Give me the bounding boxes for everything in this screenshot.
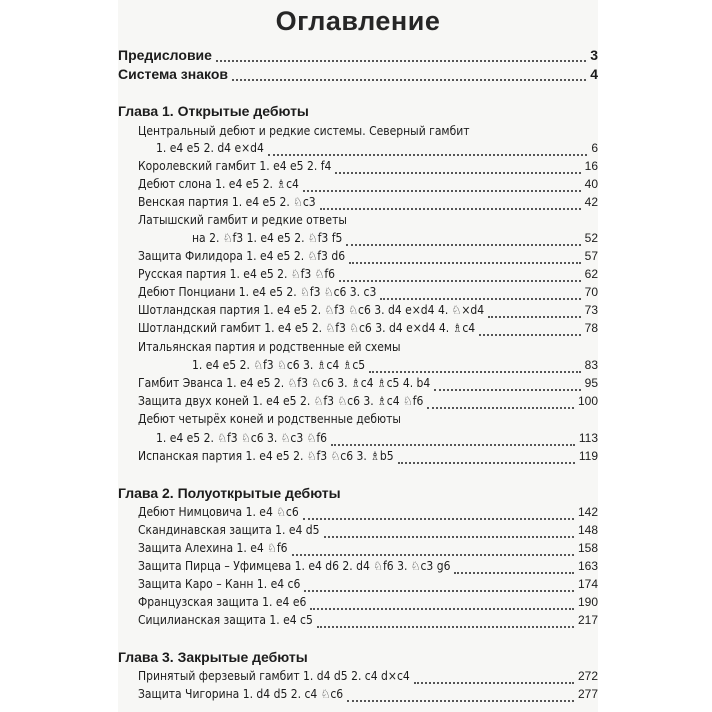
toc-page-number: 95 <box>584 376 598 390</box>
toc-label: Итальянская партия и родственные ей схемы <box>138 340 401 354</box>
dot-leader <box>303 517 574 520</box>
toc-row-preface[interactable] <box>118 47 598 67</box>
dot-leader <box>292 553 574 556</box>
chapter-title: Глава 3. Закрытые дебюты <box>118 649 308 665</box>
toc-label: Французская защита 1. e4 e6 <box>138 595 307 609</box>
dot-leader <box>310 607 574 610</box>
toc-row[interactable] <box>192 358 598 378</box>
toc-row[interactable] <box>138 394 598 414</box>
page-title: Оглавление <box>275 6 441 36</box>
toc-page-number: 42 <box>584 195 598 209</box>
toc-row[interactable] <box>156 431 598 451</box>
dot-leader <box>380 297 580 300</box>
toc-label: Скандинавская защита 1. e4 d5 <box>138 523 320 537</box>
dot-leader <box>268 153 587 156</box>
toc-label: Система знаков <box>118 66 228 82</box>
toc-label: Дебют Нимцовича 1. e4 ♘c6 <box>138 505 299 519</box>
toc-label: Защита Чигорина 1. d4 d5 2. c4 ♘c6 <box>138 687 344 701</box>
toc-label: Защита Алехина 1. e4 ♘f6 <box>138 541 288 555</box>
toc-label: Дебют четырёх коней и родственные дебюты <box>138 412 401 426</box>
dot-leader <box>488 315 581 318</box>
toc-row[interactable] <box>138 595 598 615</box>
toc-page-number: 6 <box>591 141 598 155</box>
dot-leader <box>398 461 575 464</box>
toc-label: Принятый ферзевый гамбит 1. d4 d5 2. c4 d×c4 <box>138 669 410 683</box>
toc-row[interactable] <box>138 559 598 579</box>
dot-leader <box>347 699 574 702</box>
toc-row[interactable] <box>156 141 598 161</box>
toc-label: Русская партия 1. e4 e5 2. ♘f3 ♘f6 <box>138 267 336 281</box>
toc-row[interactable] <box>138 687 598 707</box>
toc-page-number: 40 <box>584 177 598 191</box>
dot-leader <box>349 261 581 264</box>
dot-leader <box>232 78 586 81</box>
toc-page-number: 62 <box>584 267 598 281</box>
dot-leader <box>320 207 581 210</box>
toc-page-number: 73 <box>584 303 598 317</box>
dot-leader <box>427 406 574 409</box>
toc-page-number: 100 <box>577 394 598 408</box>
toc-label: Венская партия 1. e4 e5 2. ♘c3 <box>138 195 316 209</box>
toc-row[interactable] <box>192 231 598 251</box>
toc-row[interactable] <box>138 285 598 305</box>
toc-label: Центральный дебют и редкие системы. Северный гамбит <box>138 124 470 138</box>
toc-page-number: 113 <box>578 431 598 445</box>
chapter-title: Глава 1. Открытые дебюты <box>118 103 309 119</box>
toc-row-notation[interactable] <box>118 66 598 86</box>
chapter-title: Глава 2. Полуоткрытые дебюты <box>118 485 341 501</box>
toc-row[interactable] <box>138 505 598 525</box>
toc-label: Защита Филидора 1. e4 e5 2. ♘f3 d6 <box>138 249 346 263</box>
toc-row[interactable] <box>138 541 598 561</box>
toc-label: Защита Пирца – Уфимцева 1. e4 d6 2. d4 ♘f6 3. ♘c3 g6 <box>138 559 451 573</box>
dot-leader <box>414 681 574 684</box>
toc-row[interactable] <box>138 669 598 689</box>
toc-page-number: 57 <box>584 249 598 263</box>
toc-row[interactable] <box>138 613 598 633</box>
toc-page-number: 70 <box>584 285 598 299</box>
toc-page-number: 158 <box>577 541 598 555</box>
toc-row[interactable] <box>138 303 598 323</box>
toc-label: Шотландский гамбит 1. e4 e5 2. ♘f3 ♘c6 3. d4 e×d4 4. ♗c4 <box>138 321 476 335</box>
dot-leader <box>335 171 580 174</box>
toc-page-number: 3 <box>590 47 598 63</box>
chapter-heading[interactable] <box>118 103 598 123</box>
toc-row[interactable] <box>138 449 598 469</box>
toc-label: 1. e4 e5 2. ♘f3 ♘c6 3. ♘c3 ♘f6 <box>156 431 327 445</box>
toc-page-number: 277 <box>577 687 598 701</box>
toc-row[interactable] <box>138 412 598 432</box>
toc-row[interactable] <box>138 577 598 597</box>
toc-page-number: 78 <box>584 321 598 335</box>
toc-page-number: 148 <box>577 523 598 537</box>
dot-leader <box>324 535 574 538</box>
toc-page-number: 174 <box>577 577 598 591</box>
toc-label: 1. e4 e5 2. ♘f3 ♘c6 3. ♗c4 ♗c5 <box>192 358 366 372</box>
toc-page-number: 52 <box>584 231 598 245</box>
dot-leader <box>331 443 575 446</box>
toc-row[interactable] <box>138 340 598 360</box>
toc-row[interactable] <box>138 159 598 179</box>
toc-label: Дебют слона 1. e4 e5 2. ♗c4 <box>138 177 299 191</box>
dot-leader <box>339 279 581 282</box>
toc-label: Защита Каро – Канн 1. e4 c6 <box>138 577 301 591</box>
book-page <box>118 0 598 712</box>
toc-page-number: 83 <box>584 358 598 372</box>
toc-label: Испанская партия 1. e4 e5 2. ♘f3 ♘c6 3. ♗b5 <box>138 449 394 463</box>
toc-page-number: 142 <box>577 505 598 519</box>
toc-row[interactable] <box>138 376 598 396</box>
dot-leader <box>346 243 580 246</box>
dot-leader <box>369 370 581 373</box>
toc-label: Королевский гамбит 1. e4 e5 2. f4 <box>138 159 332 173</box>
dot-leader <box>317 625 574 628</box>
toc-row[interactable] <box>138 195 598 215</box>
dot-leader <box>434 388 580 391</box>
toc-row[interactable] <box>138 321 598 341</box>
toc-row[interactable] <box>138 523 598 543</box>
chapter-heading[interactable] <box>118 649 598 669</box>
toc-page-number: 190 <box>577 595 598 609</box>
dot-leader <box>454 571 574 574</box>
toc-page-number: 217 <box>577 613 598 627</box>
toc-label: Предисловие <box>118 47 212 63</box>
toc-label: Дебют Понциани 1. e4 e5 2. ♘f3 ♘c6 3. c3 <box>138 285 377 299</box>
toc-label: Защита двух коней 1. e4 e5 2. ♘f3 ♘c6 3. ♗c4 ♘f6 <box>138 394 424 408</box>
toc-page-number: 4 <box>590 66 598 82</box>
toc-label: 1. e4 e5 2. d4 e×d4 <box>156 141 264 155</box>
toc-label: на 2. ♘f3 1. e4 e5 2. ♘f3 f5 <box>192 231 343 245</box>
toc-row[interactable] <box>138 267 598 287</box>
dot-leader <box>216 59 586 62</box>
toc-label: Шотландская партия 1. e4 e5 2. ♘f3 ♘c6 3. d4 e×d4 4. ♘×d4 <box>138 303 485 317</box>
toc-page-number: 119 <box>578 449 598 463</box>
chapter-heading[interactable] <box>118 485 598 505</box>
toc-page-number: 163 <box>577 559 598 573</box>
dot-leader <box>479 333 581 336</box>
toc-row[interactable] <box>138 213 598 233</box>
toc-page-number: 16 <box>584 159 598 173</box>
dot-leader <box>304 589 574 592</box>
toc-label: Латышский гамбит и редкие ответы <box>138 213 347 227</box>
toc-page-number: 272 <box>577 669 598 683</box>
dot-leader <box>303 189 581 192</box>
toc-row[interactable] <box>138 177 598 197</box>
toc-label: Сицилианская защита 1. e4 c5 <box>138 613 313 627</box>
toc-row[interactable] <box>138 249 598 269</box>
toc-label: Гамбит Эванса 1. e4 e5 2. ♘f3 ♘c6 3. ♗c4 ♗c5 4. b4 <box>138 376 431 390</box>
